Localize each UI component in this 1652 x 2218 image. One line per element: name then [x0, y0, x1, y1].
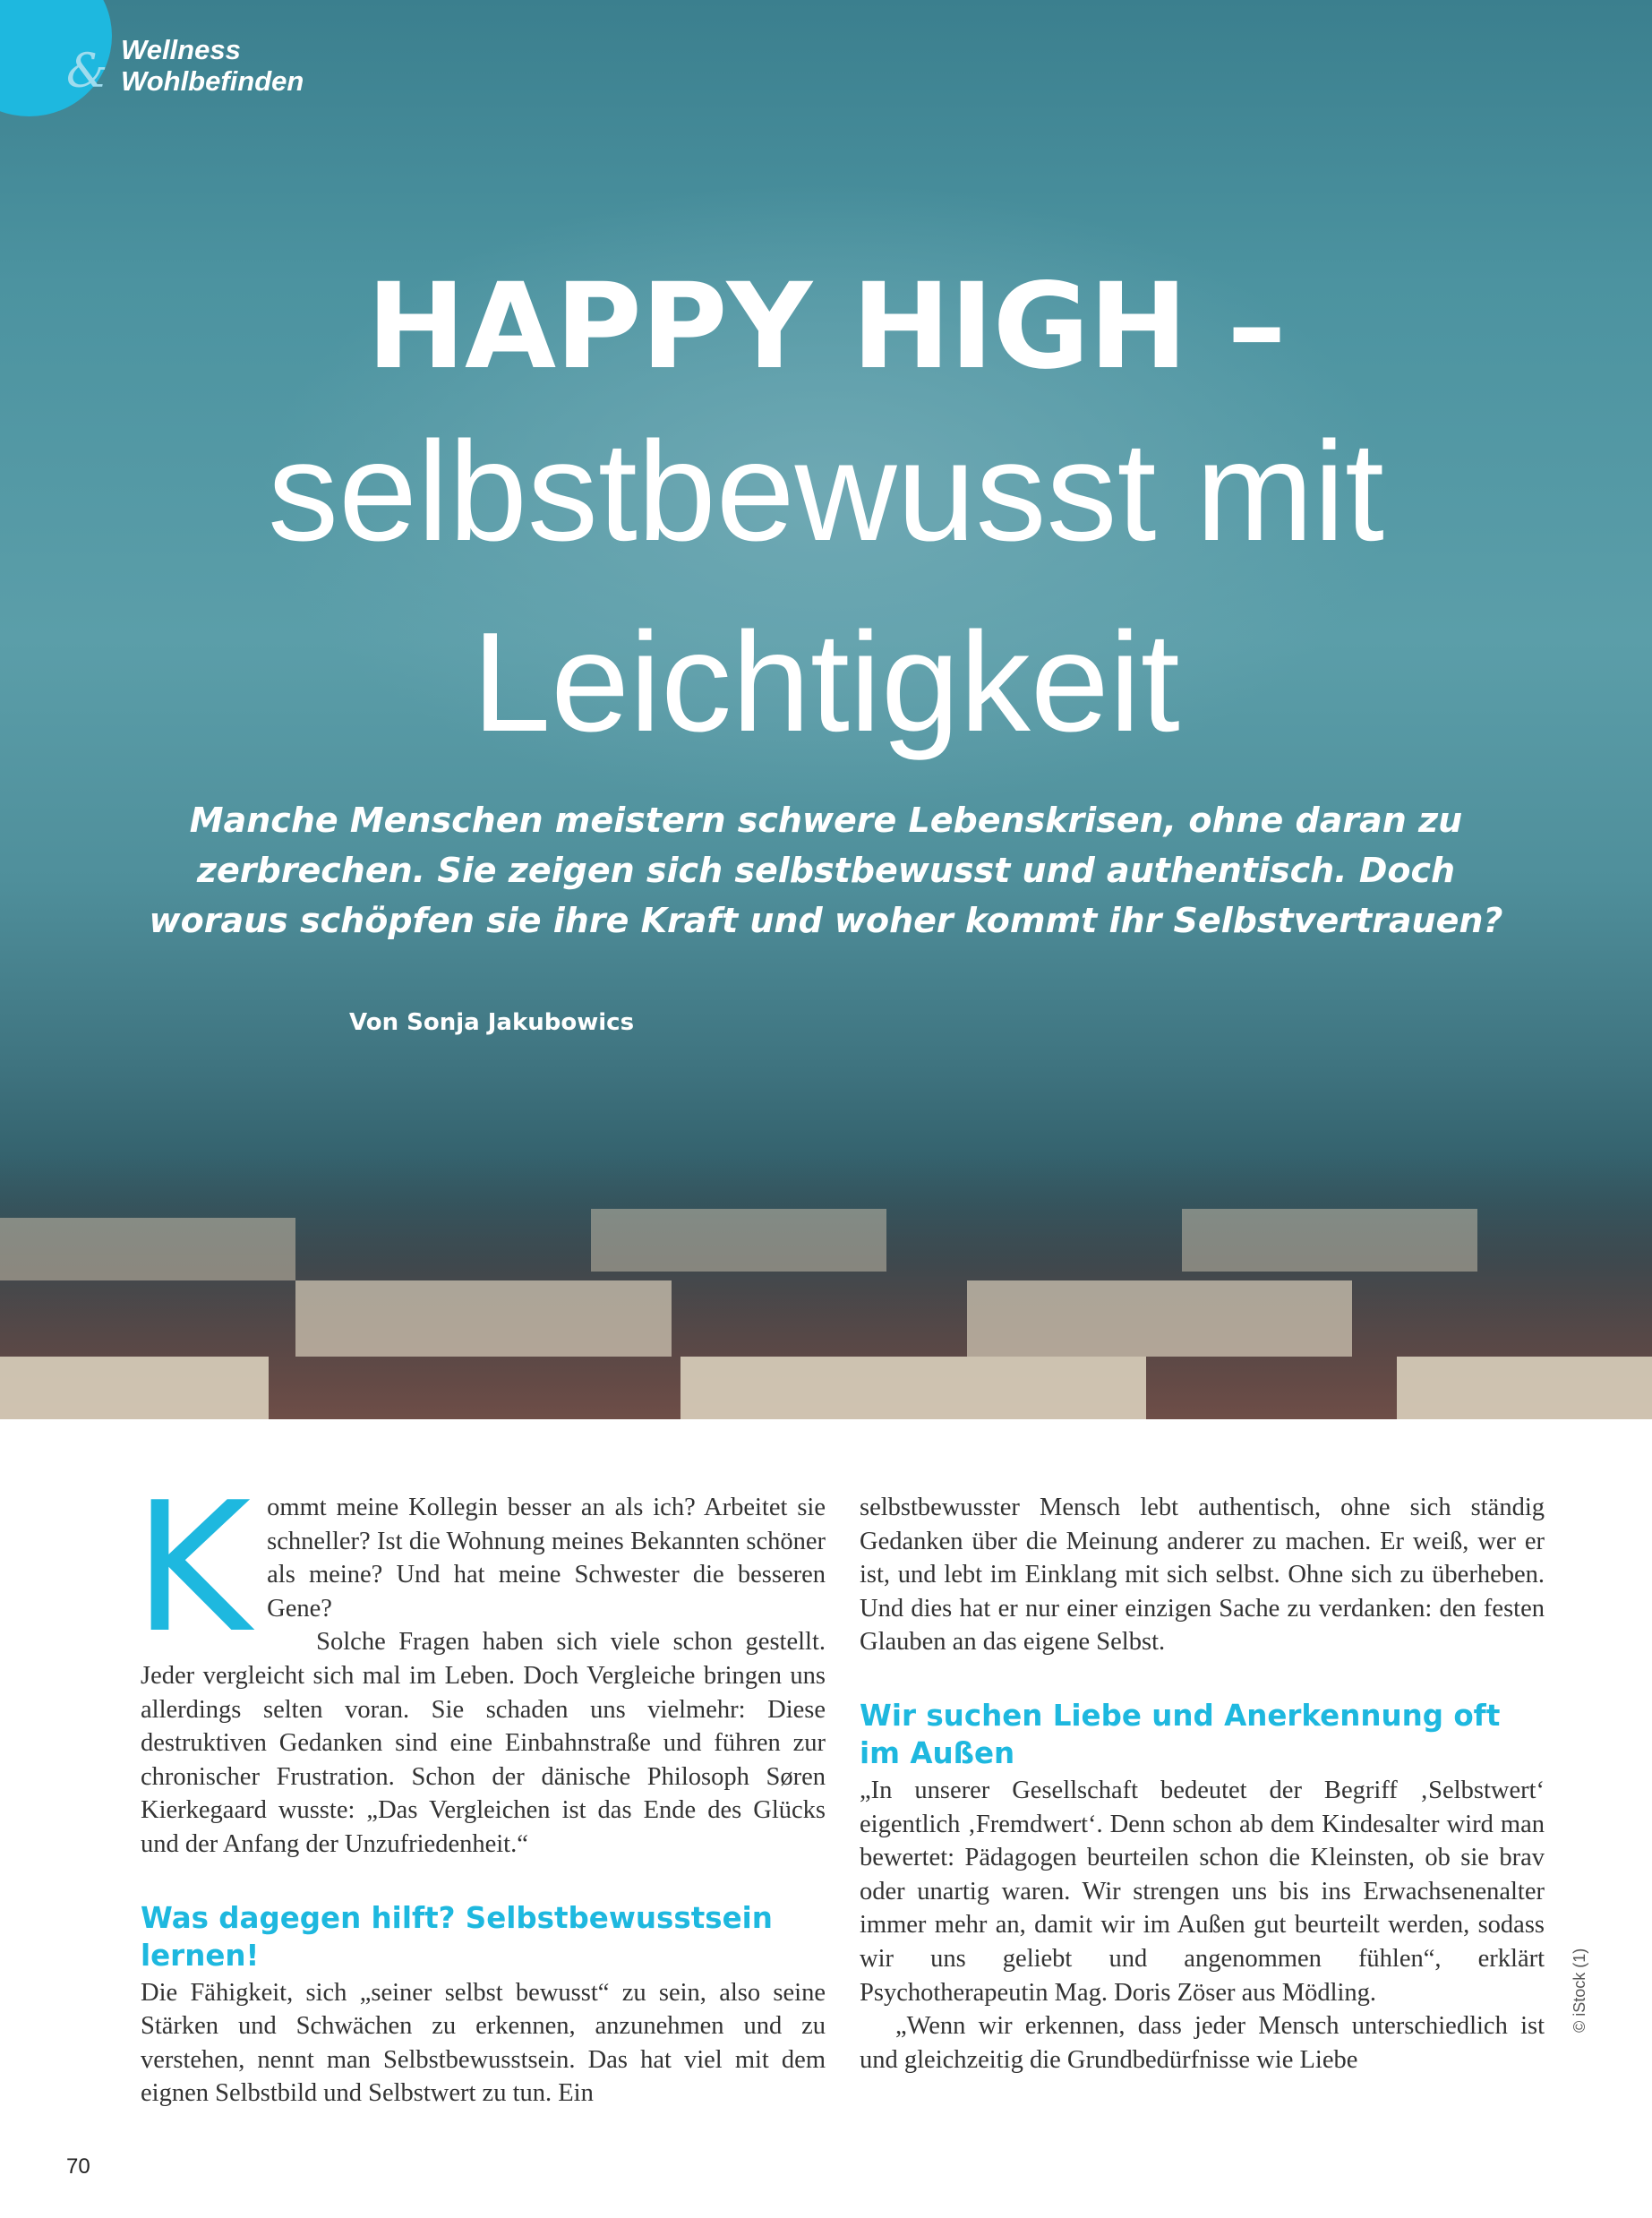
section-label-line2: Wohlbefinden [121, 65, 304, 97]
chessboard-floor [0, 1155, 1652, 1419]
headline-main: HAPPY HIGH – [366, 258, 1286, 396]
floor-tile [680, 1357, 1146, 1419]
ampersand-logo: & [66, 45, 108, 98]
paragraph: Solche Fragen haben sich viele schon gestellt. Jeder vergleicht sich mal im Leben. Doch Vergleiche bringen uns allerdings selten voran. Sie schaden uns vielmehr: Diese destruktiven Gedanken sind eine Einbahnstraße und führen zur chronischer Frustration. Schon der dänische Philosoph Søren Kierkegaard wusste: „Das Vergleichen ist das Ende des Glücks und der Anfang der Unzufriedenheit.“ [141, 1628, 826, 1858]
floor-tile [1182, 1209, 1477, 1272]
headline-sub-line1: selbstbewusst mit [268, 413, 1384, 570]
paragraph: selbstbewusster Mensch lebt authentisch, ohne sich ständig Gedanken über die Meinung anderer zu machen. Er weiß, wer er ist, und lebt im Einklang mit sich selbst. Ohne sich zu überheben. Und dies hat er nur einer einzigen Sache zu verdanken: den festen Glauben an das eigene Selbst. [860, 1494, 1545, 1657]
paragraph: „Wenn wir erkennen, dass jeder Mensch unterschiedlich ist und gleichzeitig die Grundbedürfnisse wie Liebe [860, 2012, 1545, 2074]
page-number: 70 [66, 2154, 90, 2179]
paragraph: ommt meine Kollegin besser an als ich? Arbeitet sie schneller? Ist die Wohnung meines Bekannten schöner als meine? Und hat meine Schwester die besseren Gene? [267, 1494, 826, 1623]
lead-text: Manche Menschen meistern schwere Lebenskrisen, ohne daran zu zerbrechen. Sie zeigen sich selbstbewusst und authentisch. Doch woraus schöpfen sie ihre Kraft und woher kommt ihr Selbstvertrauen? [149, 801, 1503, 940]
paragraph: „In unserer Gesellschaft bedeutet der Begriff ‚Selbstwert‘ eigentlich ‚Fremdwert‘. Denn schon ab dem Kindesalter wird man bewertet: Pädagogen beurteilen schon die Kleinsten, ob sie brav oder unartig waren. Wir strengen uns bis ins Erwachsenenalter immer mehr an, damit wir im Außen gut beurteilt werden, sodass wir uns geliebt und angenommen fühlen“, erklärt Psychotherapeutin Mag. Doris Zöser aus Mödling. [860, 1776, 1545, 2007]
floor-tile [591, 1209, 886, 1272]
section-label [121, 34, 304, 97]
subheading: Was dagegen hilft? Selbstbewusstsein lernen! [141, 1900, 773, 1973]
floor-tile [967, 1280, 1352, 1357]
floor-tile [1397, 1357, 1652, 1419]
drop-cap: K [133, 1464, 252, 1673]
photo-credit: © iStock (1) [1571, 1948, 1588, 2033]
floor-tile [0, 1218, 295, 1280]
subheading: Wir suchen Liebe und Anerkennung oft im Außen [860, 1698, 1501, 1770]
section-label-line1: Wellness [121, 34, 241, 65]
floor-tile [295, 1280, 672, 1357]
article-column-1 [133, 1464, 826, 2111]
article-column-2 [860, 1491, 1545, 2077]
byline: Von Sonja Jakubowics [349, 1009, 635, 1036]
paragraph: Die Fähigkeit, sich „seiner selbst bewusst“ zu sein, also seine Stärken und Schwächen zu erkennen, anzunehmen und zu verstehen, nennt man Selbstbewusstsein. Das hat viel mit dem eignen Selbstbild und Selbstwert zu tun. Ein [141, 1978, 826, 2108]
floor-tile [0, 1357, 269, 1419]
headline-sub-line2: Leichtigkeit [472, 604, 1180, 761]
